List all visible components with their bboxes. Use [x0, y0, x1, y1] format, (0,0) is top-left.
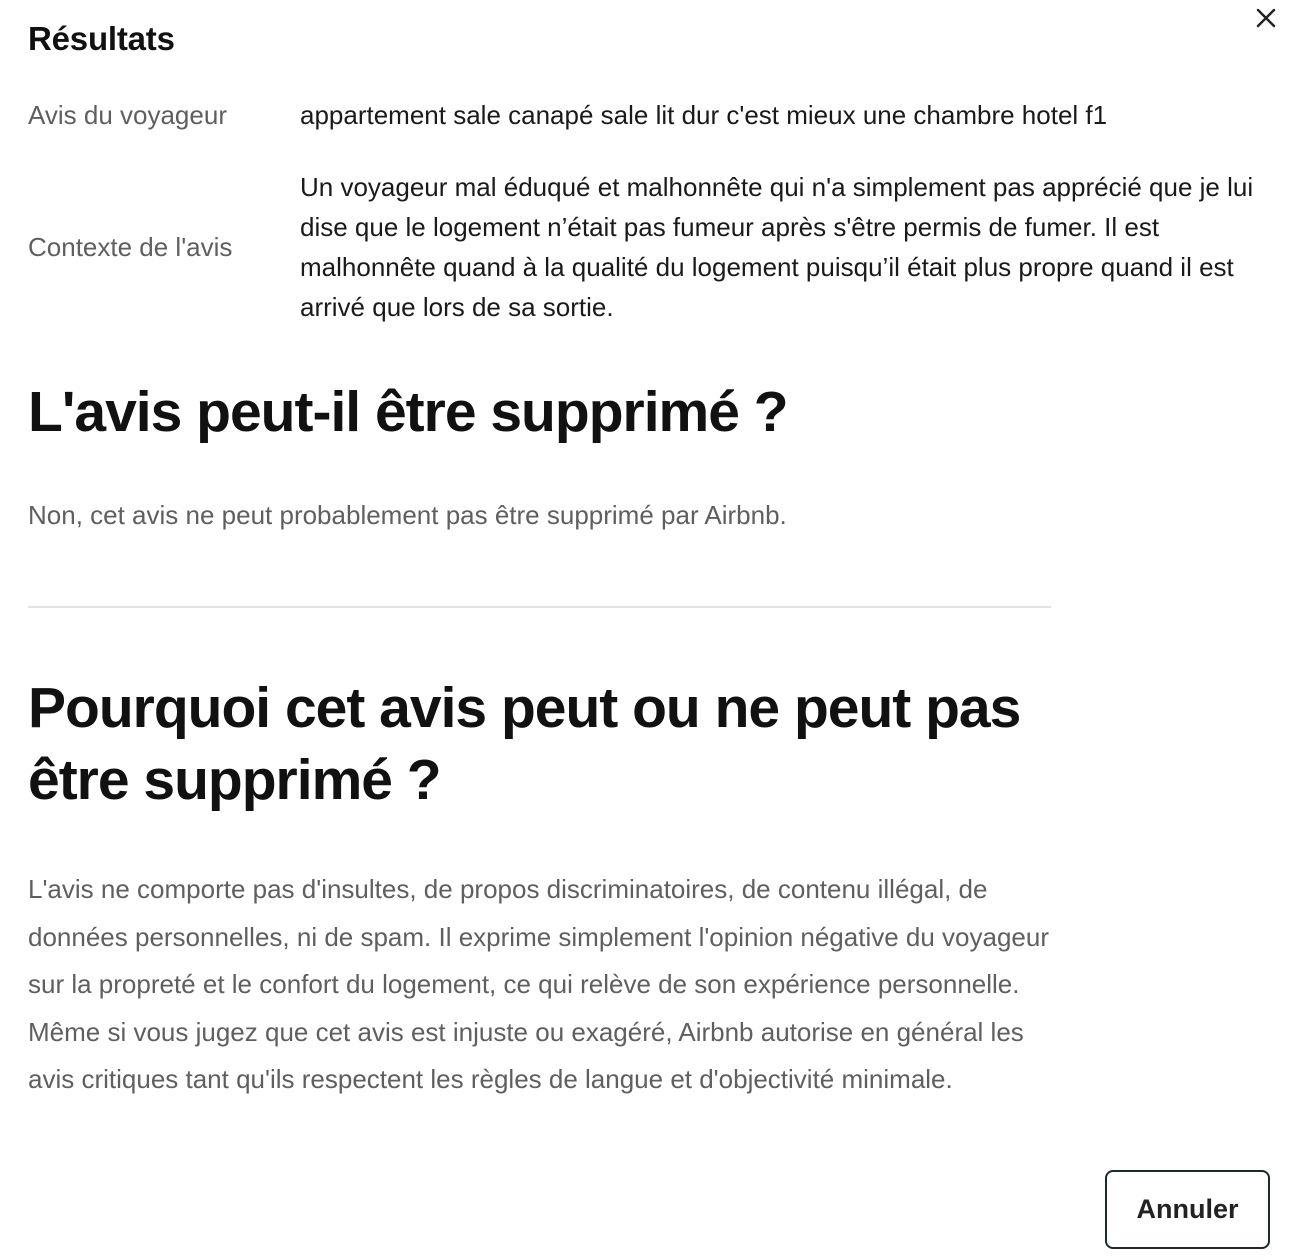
removable-heading: L'avis peut-il être supprimé ? — [28, 380, 788, 444]
section-divider — [28, 606, 1051, 608]
removal-answer: Non, cet avis ne peut probablement pas être supprimé par Airbnb. — [28, 500, 787, 530]
cancel-button[interactable]: Annuler — [1105, 1170, 1270, 1249]
close-icon — [1255, 7, 1277, 29]
guest-review-row — [28, 95, 1260, 135]
modal-title: Résultats — [28, 20, 175, 57]
review-context-row — [28, 167, 1260, 327]
guest-review-label: Avis du voyageur — [28, 99, 227, 130]
reasoning-text: L'avis ne comporte pas d'insultes, de propos discriminatoires, de contenu illégal, de données personnelles, ni de spam. Il exprime simplement l'opinion négative du voyageur sur la propreté et le confort du logement, ce qui relève de son expérience personnelle. Même si vous jugez que cet avis est injuste ou exagéré, Airbnb autorise en général les avis critiques tant qu'ils respectent les règles de langue et d'objectivité minimale. — [28, 874, 1050, 1094]
guest-review-text: appartement sale canapé sale lit dur c'est mieux une chambre hotel f1 — [300, 100, 1108, 130]
review-context-label: Contexte de l'avis — [28, 231, 233, 262]
review-context-text: Un voyageur mal éduqué et malhonnête qui n'a simplement pas apprécié que je lui dise que le logement n’était pas fumeur après s'être permis de fumer. Il est malhonnête quand à la qualité du logement puisqu’il était plus propre quand il est arrivé que lors de sa sortie. — [300, 172, 1254, 322]
reasoning-heading: Pourquoi cet avis peut ou ne peut pas être supprimé ? — [28, 676, 1021, 812]
close-button[interactable] — [1254, 6, 1278, 30]
